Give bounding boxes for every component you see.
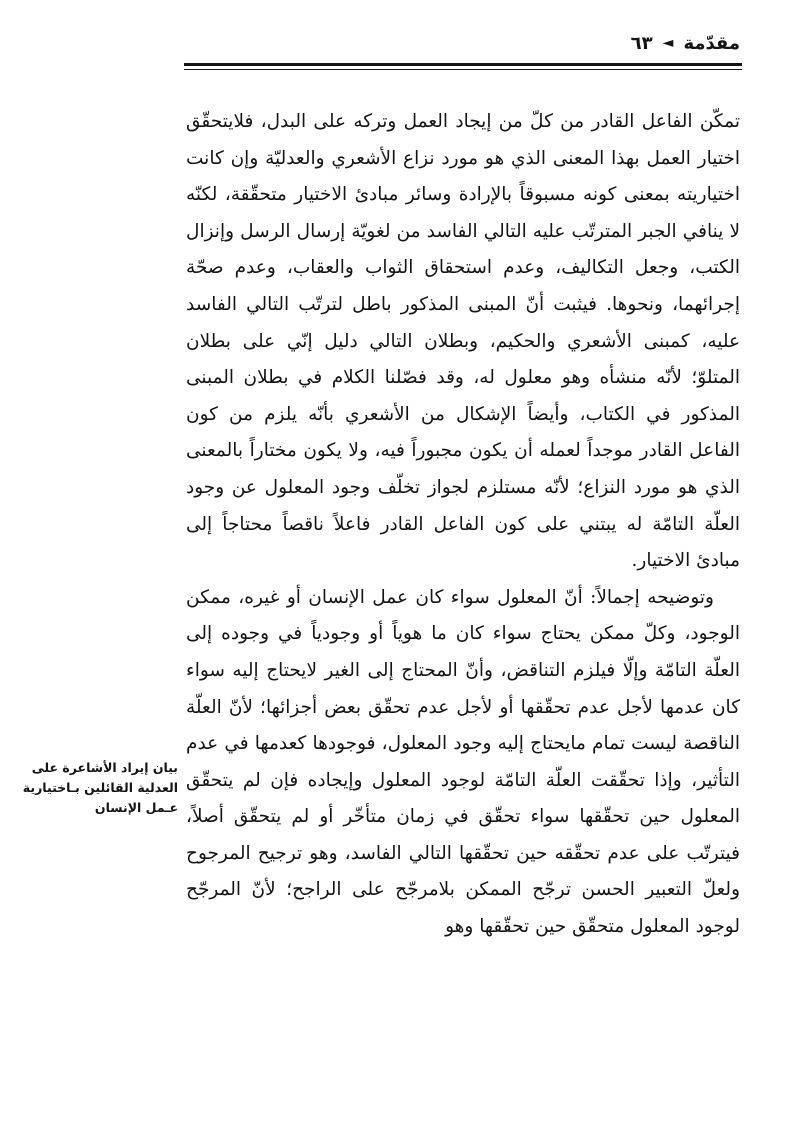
header-rule-thick bbox=[184, 63, 742, 66]
section-title: مقدّمة bbox=[683, 32, 740, 54]
paragraph-1: تمكّن الفاعل القادر من كلّ من إيجاد العمل وتركه على البدل، فلايتحقّق اختيار العمل بهذا المعنى الذي هو مورد نزاع الأشعري والعدليّة وإن كانت اختياريته بمعنى كونه مسبوقاً بالإرادة وسائر مبادئ الاختيار متحقّقة، لكنّه لا ينافي الجبر المترتّب عليه التالي الفاسد من لغويّة إرسال الرسل وإنزال الكتب، وجعل التكاليف، وعدم استحقاق الثواب والعقاب، وعدم صحّة إجرائهما، ونحوها. فيثبت أنّ المبنى المذكور باطل لترتّب التالي الفاسد عليه، كمبنى الأشعري والحكيم، وبطلان التالي دليل إنّي على بطلان المتلوّ؛ لأنّه منشأه وهو معلول له، وقد فصّلنا الكلام في بطلان المبنى المذكور في الكتاب، وأيضاً الإشكال من الأشعري بأنّه يلزم من كون الفاعل القادر موجداً لعمله أن يكون مجبوراً فيه، ولا يكون مختاراً بالمعنى الذي هو مورد النزاع؛ لأنّه مستلزم لجواز تخلّف وجود المعلول عن وجود العلّة التامّة له يبتني على كون الفاعل القادر فاعلاً ناقصاً محتاجاً إلى مبادئ الاختيار. bbox=[186, 111, 740, 572]
header-rule-thin bbox=[184, 69, 742, 70]
page-number: ٦٣ bbox=[630, 32, 653, 54]
margin-note: بيان إيراد الأشاعرة على العدلية القائلين بـاختيارية عـمل الإنسان bbox=[22, 760, 178, 815]
paragraph-2: وتوضيحه إجمالاً: أنّ المعلول سواء كان عمل الإنسان أو غيره، ممكن الوجود، وكلّ ممكن يحتاج سواء كان ما هوياً أو وجودياً في وجوده إلى العلّة التامّة وإلّا فيلزم التناقض، وأنّ المحتاج إلى الغير لايحتاج إليه سواء كان عدمها لأجل عدم تحقّقها أو لأجل عدم تحقّق بعض أجزائها؛ لأنّ العلّة الناقصة ليست تمام مايحتاج إليه وجود المعلول، فوجودها كعدمها في عدم التأثير، وإذا تحقّقت العلّة التامّة لوجود المعلول وإيجاده فإن لم يتحقّق المعلول حين تحقّقها سواء تحقّق في زمان متأخّر أو لم يتحقّق أصلاً، فيترتّب على عدم تحقّقه حين تحقّقها التالي الفاسد، وهو ترجيح المرجوح ولعلّ التعبير الحسن ترجّح الممكن بلامرجّح على الراجح؛ لأنّ المرجّح لوجود المعلول متحقّق حين تحقّقها وهو bbox=[186, 586, 740, 938]
main-text bbox=[186, 104, 740, 946]
running-header bbox=[186, 30, 740, 56]
arrow-icon: ◄ bbox=[662, 35, 674, 51]
